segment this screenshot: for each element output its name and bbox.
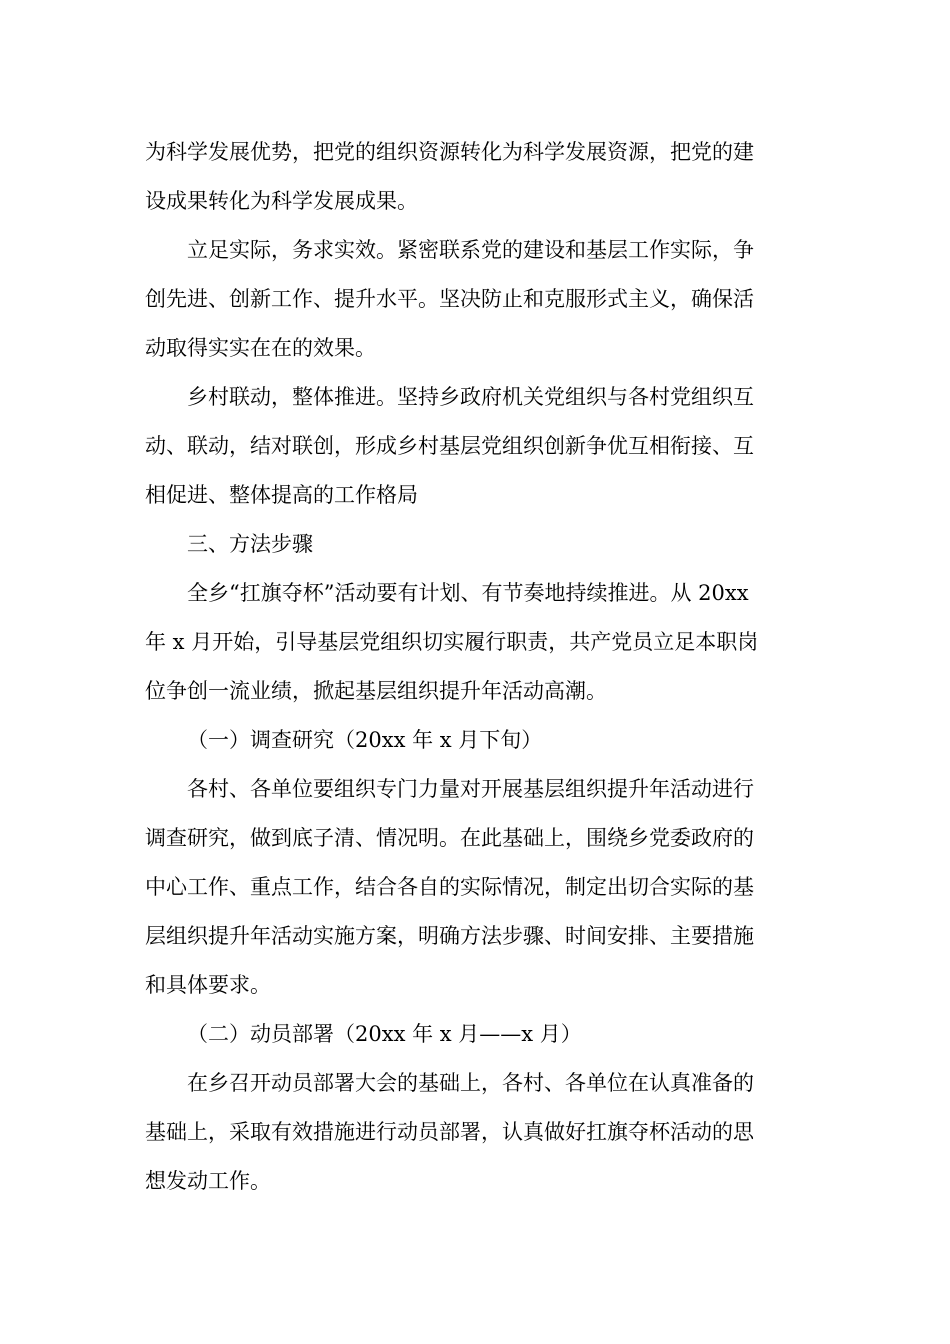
paragraph-p-practical: [145, 226, 805, 373]
paragraph-p-continuation: [145, 128, 805, 226]
text-line: 和具体要求。: [145, 973, 271, 997]
paragraph-p-overview: [145, 569, 805, 716]
text-line: 位争创一流业绩，掀起基层组织提升年活动高潮。: [145, 679, 607, 703]
text-line: 年 x 月开始，引导基层党组织切实履行职责，共产党员立足本职岗: [145, 630, 759, 654]
text-line: 设成果转化为科学发展成果。: [145, 189, 418, 213]
paragraph-h-mobilize: [145, 1010, 805, 1059]
text-line: （二）动员部署（20xx 年 x 月——x 月）: [187, 1022, 582, 1046]
paragraph-p-research: [145, 765, 805, 1010]
text-line: 动取得实实在在的效果。: [145, 336, 376, 360]
paragraph-p-mobilize: [145, 1059, 805, 1206]
text-line: 各村、各单位要组织专门力量对开展基层组织提升年活动进行: [187, 777, 754, 801]
text-line: 动、联动，结对联创，形成乡村基层党组织创新争优互相衔接、互: [145, 434, 754, 458]
text-line: 立足实际，务求实效。紧密联系党的建设和基层工作实际，争: [187, 238, 754, 262]
text-line: 三、方法步骤: [187, 532, 313, 556]
text-line: 调查研究，做到底子清、情况明。在此基础上，围绕乡党委政府的: [145, 826, 754, 850]
text-line: （一）调查研究（20xx 年 x 月下旬）: [187, 728, 543, 752]
text-line: 创先进、创新工作、提升水平。坚决防止和克服形式主义，确保活: [145, 287, 754, 311]
text-line: 基础上，采取有效措施进行动员部署，认真做好扛旗夺杯活动的思: [145, 1120, 754, 1144]
text-line: 想发动工作。: [145, 1169, 271, 1193]
paragraph-p-linkage: [145, 373, 805, 520]
text-line: 乡村联动，整体推进。坚持乡政府机关党组织与各村党组织互: [187, 385, 754, 409]
text-line: 层组织提升年活动实施方案，明确方法步骤、时间安排、主要措施: [145, 924, 754, 948]
text-line: 为科学发展优势，把党的组织资源转化为科学发展资源，把党的建: [145, 140, 754, 164]
text-line: 中心工作、重点工作，结合各自的实际情况，制定出切合实际的基: [145, 875, 754, 899]
paragraph-h-methods: [145, 520, 805, 569]
document-body: [145, 128, 805, 1206]
paragraph-h-research: [145, 716, 805, 765]
text-line: 全乡“扛旗夺杯”活动要有计划、有节奏地持续推进。从 20xx: [187, 581, 749, 605]
text-line: 在乡召开动员部署大会的基础上，各村、各单位在认真准备的: [187, 1071, 754, 1095]
text-line: 相促进、整体提高的工作格局: [145, 483, 418, 507]
